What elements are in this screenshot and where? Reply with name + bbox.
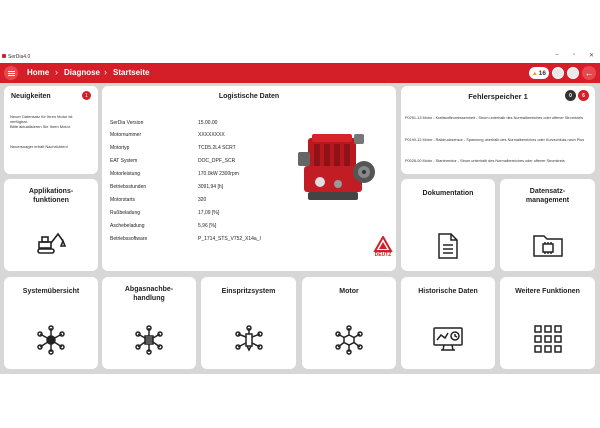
logistics-title: Logistische Daten <box>218 93 280 100</box>
row-label: Motorstarts <box>110 197 136 203</box>
grid-apps-icon <box>534 325 562 353</box>
engine-network-icon <box>334 325 364 355</box>
footer-area <box>0 374 600 428</box>
minimize-button[interactable]: – <box>555 52 559 58</box>
status-light-icon[interactable] <box>552 67 564 79</box>
logistics-panel <box>102 86 396 271</box>
more-functions-tile[interactable] <box>500 277 595 369</box>
exhaust-aftertreatment-tile[interactable] <box>102 277 196 369</box>
application-functions-tile[interactable] <box>4 179 98 271</box>
navbar <box>0 63 600 83</box>
row-label: SerDia Version <box>110 120 144 126</box>
engine-tile[interactable] <box>302 277 396 369</box>
row-value: 5,96 [%] <box>198 223 217 229</box>
tile-title: Applikations- funktionen <box>28 188 74 204</box>
row-label: Betriebsstunden <box>110 184 147 190</box>
brand-label: DEUTZ <box>371 252 395 258</box>
documentation-tile[interactable] <box>401 179 495 271</box>
chevron-right-icon: › <box>55 67 58 77</box>
hamburger-icon <box>8 73 15 74</box>
row-label: Betriebssoftware <box>110 236 148 242</box>
news-message[interactable]: Neuersnager erhalt Nachrichten! <box>10 144 68 149</box>
news-message[interactable]: Neuer Datensatz für Ihren Motor ist verfügbar. Bitte aktualisieren Sie Ihren Motor. <box>10 114 73 129</box>
chevron-right-icon: › <box>104 67 107 77</box>
row-value: 15.00.00 <box>198 120 218 126</box>
historical-data-tile[interactable] <box>401 277 495 369</box>
breadcrumb-diagnose[interactable]: Diagnose <box>64 68 101 77</box>
flame-icon: ▲ <box>531 70 538 77</box>
breadcrumb-home[interactable]: Home <box>27 68 50 77</box>
notification-counter[interactable] <box>529 67 549 79</box>
breadcrumb-startseite: Startseite <box>113 68 150 77</box>
row-value: DOC_DPF_SCR <box>198 158 236 164</box>
error-count-dark: 0 <box>565 90 576 101</box>
row-label: Rußbeladung <box>110 210 141 216</box>
navbar-actions <box>529 66 596 80</box>
status-light-icon[interactable] <box>567 67 579 79</box>
maximize-button[interactable]: ▫ <box>572 52 575 58</box>
tile-title: Systemübersicht <box>22 288 80 295</box>
news-title: Neuigkeiten <box>11 93 51 100</box>
window-controls <box>555 52 594 59</box>
row-value: TCD5.2L4 SCRT <box>198 145 236 151</box>
close-button[interactable]: ✕ <box>588 53 594 59</box>
error-entry[interactable]: P0028-00 Motor - Startermotor - Strom unterhalb des Normalbereiches oder offener Stromkreis <box>405 159 565 163</box>
news-panel[interactable] <box>4 86 98 174</box>
tile-title: Abgasnachbe- handlung <box>124 286 174 302</box>
main-content <box>0 83 600 374</box>
menu-button[interactable] <box>4 66 18 80</box>
error-memory-panel[interactable] <box>401 86 595 174</box>
row-value: 3091,94 [h] <box>198 184 224 190</box>
row-label: Motorleistung <box>110 171 141 177</box>
error-badges <box>565 90 589 101</box>
row-value: XXXXXXXX <box>198 132 225 138</box>
injection-system-tile[interactable] <box>201 277 296 369</box>
row-label: EAT System <box>110 158 138 164</box>
row-label: Motortyp <box>110 145 130 151</box>
engine-image <box>298 130 380 210</box>
row-value: 170.0kW 2300rpm <box>198 171 239 177</box>
network-icon <box>36 325 66 355</box>
system-overview-tile[interactable] <box>4 277 98 369</box>
tile-title: Weitere Funktionen <box>515 288 580 295</box>
row-label: Motornummer <box>110 132 142 138</box>
app-logo-icon <box>2 54 6 58</box>
monitor-clock-icon <box>433 327 463 351</box>
window-titlebar <box>0 50 600 63</box>
app-title: SerDia4.0 <box>8 54 31 60</box>
news-count-badge: 1 <box>82 91 91 100</box>
folder-chip-icon <box>533 233 563 257</box>
tile-title: Dokumentation <box>422 190 474 197</box>
excavator-icon <box>36 231 66 255</box>
row-value: 320 <box>198 197 207 203</box>
tile-title: Einspritzsystem <box>221 288 276 295</box>
tile-title: Datensatz- management <box>525 188 570 204</box>
row-label: Aschebeladung <box>110 223 145 229</box>
counter-value: 16 <box>538 70 546 77</box>
error-entry[interactable]: P0190-12 Motor - Raildrucksensor - Spannung oberhalb des Normalbereiches oder Kurzschluss nach Plus <box>405 138 585 142</box>
row-value: P_1714_STS_V752_X14a_I <box>198 236 261 242</box>
error-entry[interactable]: P0251-13 Motor - Kraftstoffzumesseinheit - Strom unterhalb des Normalbereiches oder offener Stromkreis <box>405 116 583 120</box>
network-filter-icon <box>134 325 164 355</box>
injector-network-icon <box>234 325 264 355</box>
tile-title: Historische Daten <box>418 288 478 295</box>
row-value: 17,09 [%] <box>198 210 220 216</box>
error-count-red: 6 <box>578 90 589 101</box>
tile-title: Motor <box>339 288 359 295</box>
error-memory-title: Fehlerspeicher 1 <box>468 92 528 101</box>
document-icon <box>437 233 459 259</box>
deutz-logo <box>371 236 395 258</box>
dataset-management-tile[interactable] <box>500 179 595 271</box>
back-arrow-icon[interactable]: ← <box>582 66 596 80</box>
